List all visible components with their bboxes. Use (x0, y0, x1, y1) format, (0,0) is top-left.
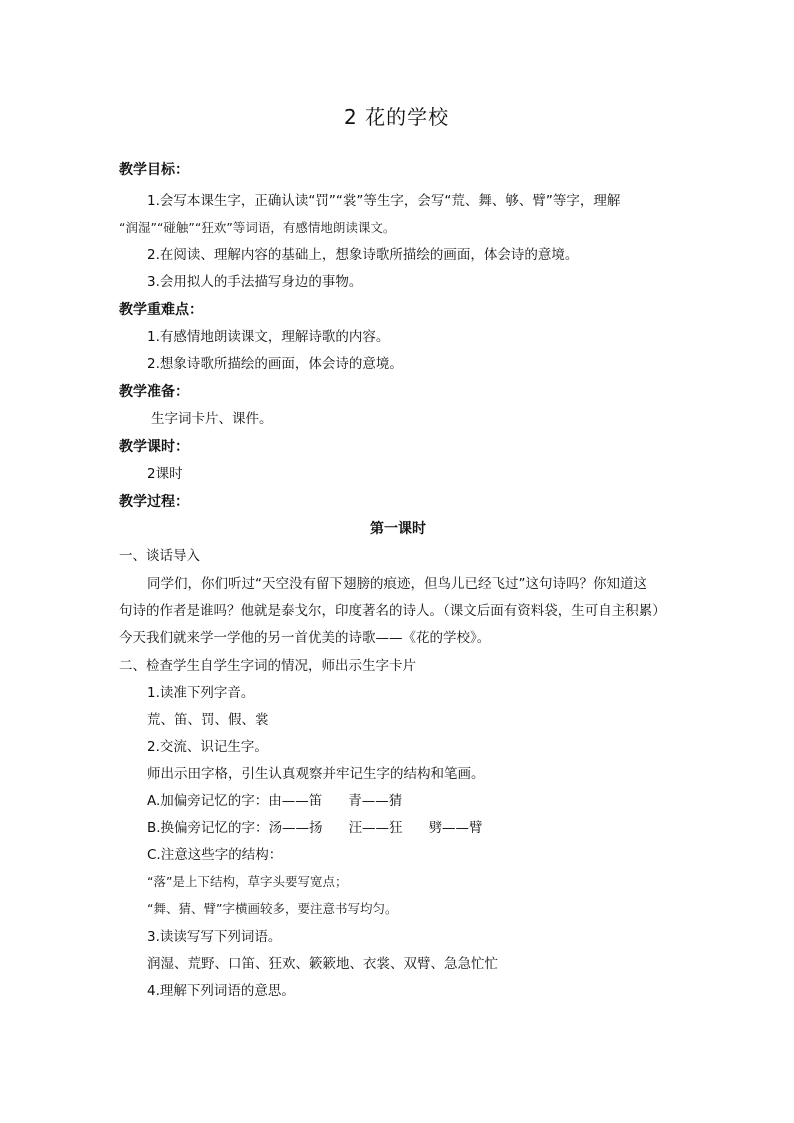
item-2-c: C.注意这些字的结构： (147, 847, 283, 863)
prep-text: 生字词卡片、课件。 (151, 411, 273, 427)
item-3: 3.读读写写下列词语。 (147, 929, 282, 945)
item-2-a-entry: 青——猜 (348, 793, 403, 809)
item-3-words: 润湿、荒野、口笛、狂欢、簌簌地、衣裳、双臂、急急忙忙 (147, 956, 498, 972)
page-title: 2 花的学校 (344, 105, 450, 129)
item-2: 2.交流、识记生字。 (147, 739, 268, 755)
section-1-line-2: 句诗的作者是谁吗？他就是泰戈尔，印度著名的诗人。（课文后面有资料袋，生可自主积累） (119, 603, 666, 619)
item-1-words: 荒、笛、罚、假、裳 (147, 712, 269, 728)
item-2-b-label: B.换偏旁记忆的字： (147, 820, 269, 836)
item-4: 4.理解下列词语的意思。 (147, 983, 295, 999)
section-1-line-3: 今天我们就来学一学他的另一首优美的诗歌——《花的学校》。 (119, 630, 491, 646)
hours-heading: 教学课时： (119, 439, 189, 455)
item-2-c-note-1: “落”是上下结构，草字头要写宽点； (147, 874, 348, 889)
section-1-heading: 一、谈话导入 (119, 548, 200, 564)
keypoint-2: 2.想象诗歌所描绘的画面，体会诗的意境。 (147, 356, 403, 372)
item-2-text: 师出示田字格，引生认真观察并牢记生字的结构和笔画。 (147, 766, 485, 782)
goal-2: 2.在阅读、理解内容的基础上，想象诗歌所描绘的画面，体会诗的意境。 (147, 247, 579, 263)
process-heading: 教学过程： (119, 494, 189, 510)
item-2-a (147, 792, 402, 810)
item-1: 1.读准下列字音。 (147, 685, 255, 701)
keypoint-1: 1.有感情地朗读课文，理解诗歌的内容。 (147, 329, 390, 345)
item-2-b (147, 819, 483, 837)
lesson-title: 第一课时 (370, 521, 426, 537)
section-2-heading: 二、检查学生自学生字词的情况，师出示生字卡片 (119, 658, 416, 674)
goal-3: 3.会用拟人的手法描写身边的事物。 (147, 274, 363, 290)
hours-text: 2课时 (147, 466, 183, 482)
item-2-b-entry: 劈——臂 (428, 820, 483, 836)
keypoints-heading: 教学重难点： (119, 302, 203, 318)
item-2-b-entry: 汪——狂 (348, 820, 403, 836)
prep-heading: 教学准备： (119, 384, 189, 400)
item-2-b-entry: 汤——扬 (268, 820, 323, 836)
section-1-line-1: 同学们，你们听过“天空没有留下翅膀的痕迹，但鸟儿已经飞过”这句诗吗？你知道这 (147, 576, 647, 592)
goals-heading: 教学目标： (119, 162, 189, 178)
item-2-a-entry: 由——笛 (268, 793, 323, 809)
goal-1-line-2: “润湿”“碰触”“狂欢”等词语，有感情地朗读课文。 (119, 220, 396, 235)
item-2-a-label: A.加偏旁记忆的字： (147, 793, 269, 809)
item-2-c-note-2: “舞、猜、臂”字横画较多，要注意书写均匀。 (147, 901, 398, 916)
goal-1-line-1: 1.会写本课生字，正确认读“罚”“裳”等生字，会写“荒、舞、够、臂”等字，理解 (147, 193, 621, 209)
